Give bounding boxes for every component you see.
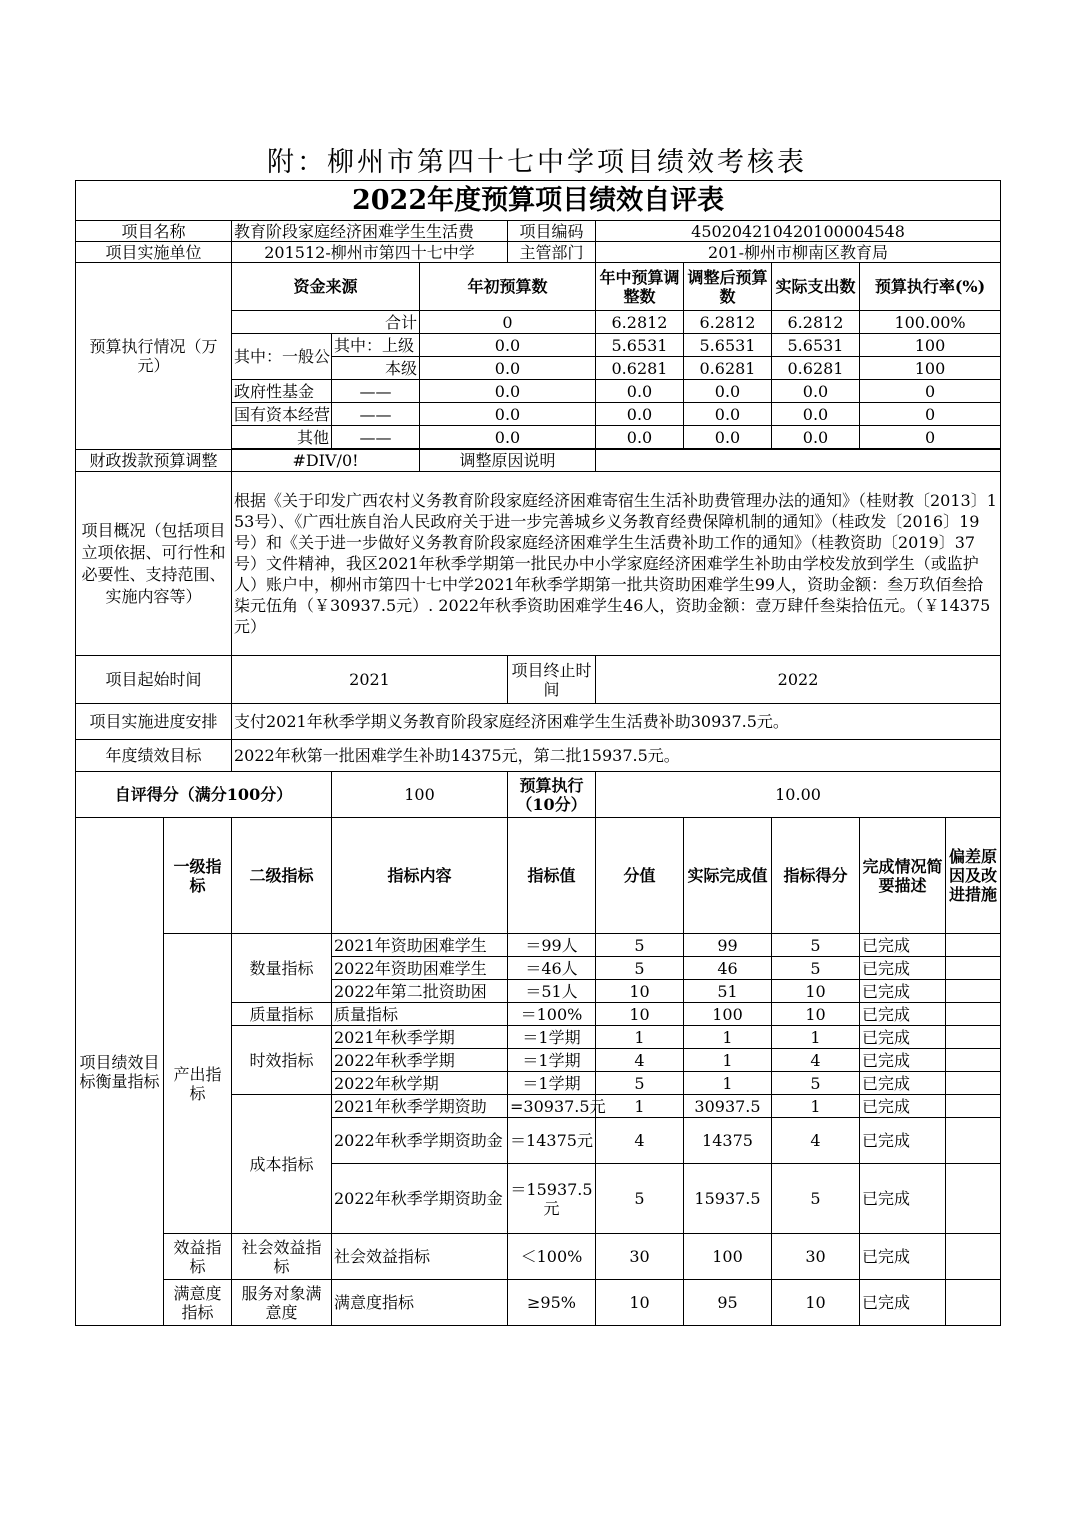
indicator-desc: 已完成	[860, 957, 946, 980]
indicator-weight: 10	[596, 980, 684, 1003]
indicator-content: 2022年秋学期	[332, 1072, 508, 1095]
unit-value: 201512-柳州市第四十七中学	[232, 242, 508, 263]
indicator-score: 1	[772, 1095, 860, 1118]
fund-row-dash: ——	[332, 426, 420, 449]
indicator-deviation	[946, 1003, 1001, 1026]
indicator-score: 30	[772, 1234, 860, 1280]
budget-header-rate: 预算执行率(%)	[860, 263, 1001, 311]
indicator-content: 2022年秋季学期资助金	[332, 1118, 508, 1164]
total-label: 合计	[232, 311, 420, 334]
fund-row-adjusted: 0.0	[684, 380, 772, 403]
indicator-desc: 已完成	[860, 1095, 946, 1118]
budget-label: 预算执行情况（万元）	[76, 263, 232, 450]
indicator-score: 5	[772, 957, 860, 980]
budget-header-adjusted: 调整后预算数	[684, 263, 772, 311]
quality-indicator-label: 质量指标	[232, 1003, 332, 1026]
start-label: 项目起始时间	[76, 656, 232, 704]
fund-row-midyear: 0.0	[596, 380, 684, 403]
header-desc: 完成情况简要描述	[860, 818, 946, 934]
project-code-label: 项目编码	[508, 221, 596, 242]
indicator-actual: 51	[684, 980, 772, 1003]
indicator-weight: 10	[596, 1280, 684, 1326]
total-actual: 6.2812	[772, 311, 860, 334]
adjust-reason-label: 调整原因说明	[420, 450, 596, 472]
indicator-deviation	[946, 1072, 1001, 1095]
indicator-deviation	[946, 1118, 1001, 1164]
indicator-content: 2022年秋季学期	[332, 1049, 508, 1072]
indicator-content: 2022年秋季学期资助金	[332, 1164, 508, 1234]
project-name-value: 教育阶段家庭经济困难学生生活费	[232, 221, 508, 242]
indicator-target: ＝51人	[508, 980, 596, 1003]
total-initial: 0	[420, 311, 596, 334]
fund-row-adjusted: 0.0	[684, 403, 772, 426]
local-actual: 0.6281	[772, 357, 860, 380]
table-title: 2022年度预算项目绩效自评表	[76, 181, 1001, 221]
upper-label: 其中：上级	[332, 334, 420, 357]
indicator-desc: 已完成	[860, 980, 946, 1003]
exec-value: 10.00	[596, 772, 1001, 818]
indicator-deviation	[946, 1049, 1001, 1072]
cost-indicator-label: 成本指标	[232, 1095, 332, 1234]
indicator-actual: 1	[684, 1072, 772, 1095]
indicator-weight: 1	[596, 1026, 684, 1049]
indicator-score: 5	[772, 934, 860, 957]
fund-row-rate: 0	[860, 403, 1001, 426]
indicator-score: 4	[772, 1049, 860, 1072]
indicator-deviation	[946, 1164, 1001, 1234]
indicator-desc: 已完成	[860, 934, 946, 957]
overview-label: 项目概况（包括项目立项依据、可行性和必要性、支持范围、实施内容等）	[76, 472, 232, 656]
indicator-desc: 已完成	[860, 1003, 946, 1026]
exec-label: 预算执行（10分）	[508, 772, 596, 818]
total-midyear: 6.2812	[596, 311, 684, 334]
indicator-content: 2022年资助困难学生	[332, 957, 508, 980]
indicator-score: 10	[772, 1280, 860, 1326]
header-weight: 分值	[596, 818, 684, 934]
indicator-content: 满意度指标	[332, 1280, 508, 1326]
adjust-value: #DIV/0!	[232, 450, 420, 472]
header-deviation: 偏差原因及改进措施	[946, 818, 1001, 934]
indicator-content: 2021年秋季学期资助	[332, 1095, 508, 1118]
fund-row-actual: 0.0	[772, 380, 860, 403]
indicator-score: 5	[772, 1164, 860, 1234]
indicator-actual: 1	[684, 1026, 772, 1049]
header-target: 指标值	[508, 818, 596, 934]
indicator-weight: 5	[596, 934, 684, 957]
indicator-target: ＝15937.5元	[508, 1164, 596, 1234]
budget-header-initial: 年初预算数	[420, 263, 596, 311]
local-initial: 0.0	[420, 357, 596, 380]
satisfaction-level2: 服务对象满意度	[232, 1280, 332, 1326]
indicator-actual: 14375	[684, 1118, 772, 1164]
performance-table	[75, 180, 1001, 1326]
indicator-deviation	[946, 1234, 1001, 1280]
fund-row-actual: 0.0	[772, 426, 860, 449]
indicator-score: 4	[772, 1118, 860, 1164]
project-code-value: 450204210420100004548	[596, 221, 1001, 242]
budget-header-source: 资金来源	[232, 263, 420, 311]
indicator-actual: 46	[684, 957, 772, 980]
indicator-score: 1	[772, 1026, 860, 1049]
progress-value: 支付2021年秋季学期义务教育阶段家庭经济困难学生生活费补助30937.5元。	[232, 704, 1001, 740]
goal-label: 年度绩效目标	[76, 740, 232, 772]
indicator-target: ＜100%	[508, 1234, 596, 1280]
indicator-deviation	[946, 934, 1001, 957]
fund-row-actual: 0.0	[772, 403, 860, 426]
local-adjusted: 0.6281	[684, 357, 772, 380]
indicator-actual: 99	[684, 934, 772, 957]
score-value: 100	[332, 772, 508, 818]
indicator-target: ＝1学期	[508, 1072, 596, 1095]
fund-row-adjusted: 0.0	[684, 426, 772, 449]
goal-value: 2022年秋第一批困难学生补助14375元，第二批15937.5元。	[232, 740, 1001, 772]
indicator-target: =30937.5元	[508, 1095, 596, 1118]
benefit-indicator-label: 效益指标	[164, 1234, 232, 1280]
indicator-desc: 已完成	[860, 1118, 946, 1164]
indicator-actual: 95	[684, 1280, 772, 1326]
indicator-desc: 已完成	[860, 1072, 946, 1095]
adjust-reason-value	[596, 450, 1001, 472]
indicator-desc: 已完成	[860, 1234, 946, 1280]
indicator-actual: 1	[684, 1049, 772, 1072]
indicator-deviation	[946, 980, 1001, 1003]
adjust-label: 财政拨款预算调整	[76, 450, 232, 472]
budget-header-actual: 实际支出数	[772, 263, 860, 311]
indicator-weight: 4	[596, 1118, 684, 1164]
local-midyear: 0.6281	[596, 357, 684, 380]
fund-row-midyear: 0.0	[596, 403, 684, 426]
fund-row-dash: ——	[332, 380, 420, 403]
indicator-score: 10	[772, 980, 860, 1003]
fund-row-initial: 0.0	[420, 426, 596, 449]
indicator-desc: 已完成	[860, 1164, 946, 1234]
indicator-actual: 100	[684, 1003, 772, 1026]
upper-actual: 5.6531	[772, 334, 860, 357]
budget-header-midyear: 年中预算调整数	[596, 263, 684, 311]
indicator-weight: 10	[596, 1003, 684, 1026]
local-label: 本级	[332, 357, 420, 380]
indicator-desc: 已完成	[860, 1280, 946, 1326]
fund-row-label: 国有资本经营	[232, 403, 332, 426]
header-content: 指标内容	[332, 818, 508, 934]
general-fund-label: 其中：一般公	[232, 334, 332, 380]
indicator-weight: 5	[596, 1164, 684, 1234]
indicator-desc: 已完成	[860, 1049, 946, 1072]
indicator-target: ＝1学期	[508, 1026, 596, 1049]
fund-row-initial: 0.0	[420, 403, 596, 426]
progress-label: 项目实施进度安排	[76, 704, 232, 740]
indicator-content: 2022年第二批资助困	[332, 980, 508, 1003]
indicator-target: ＝14375元	[508, 1118, 596, 1164]
total-adjusted: 6.2812	[684, 311, 772, 334]
upper-midyear: 5.6531	[596, 334, 684, 357]
satisfaction-indicator-label: 满意度指标	[164, 1280, 232, 1326]
fund-row-label: 其他	[232, 426, 332, 449]
indicator-score: 5	[772, 1072, 860, 1095]
indicator-target: ＝46人	[508, 957, 596, 980]
upper-rate: 100	[860, 334, 1001, 357]
indicator-weight: 5	[596, 957, 684, 980]
header-score: 指标得分	[772, 818, 860, 934]
indicator-actual: 100	[684, 1234, 772, 1280]
end-label: 项目终止时间	[508, 656, 596, 704]
upper-adjusted: 5.6531	[684, 334, 772, 357]
total-rate: 100.00%	[860, 311, 1001, 334]
dept-value: 201-柳州市柳南区教育局	[596, 242, 1001, 263]
indicator-deviation	[946, 1280, 1001, 1326]
score-label: 自评得分（满分100分）	[76, 772, 332, 818]
indicator-desc: 已完成	[860, 1026, 946, 1049]
local-rate: 100	[860, 357, 1001, 380]
indicator-target: ＝100%	[508, 1003, 596, 1026]
fund-row-rate: 0	[860, 380, 1001, 403]
fund-row-midyear: 0.0	[596, 426, 684, 449]
indicator-section-label: 项目绩效目标衡量指标	[76, 818, 164, 1326]
indicator-content: 2021年资助困难学生	[332, 934, 508, 957]
indicator-deviation	[946, 1026, 1001, 1049]
overview-text: 根据《关于印发广西农村义务教育阶段家庭经济困难寄宿生生活补助费管理办法的通知》（桂财教〔2013〕153号）、《广西壮族自治人民政府关于进一步完善城乡义务教育经费保障机制的通知》（桂政发〔2016〕19号）和《关于进一步做好义务教育阶段家庭经济困难学生生活费补助工作的通知》（桂教资助〔2019〕37号）文件精神，我区2021年秋季学期第一批民办中小学家庭经济困难学生补助由学校发放到学生（或监护人）账户中，柳州市第四十七中学2021年秋季学期第一批共资助困难学生99人，资助金额：叁万玖佰叁拾柒元伍角（￥30937.5元）. 2022年秋季资助困难学生46人，资助金额：壹万肆仟叁柒拾伍元。（￥14375元）	[232, 472, 1001, 656]
page-heading: 附：柳州市第四十七中学项目绩效考核表	[267, 147, 807, 178]
header-level1: 一级指标	[164, 818, 232, 934]
header-actual: 实际完成值	[684, 818, 772, 934]
output-indicator-label: 产出指标	[164, 934, 232, 1234]
header-level2: 二级指标	[232, 818, 332, 934]
unit-label: 项目实施单位	[76, 242, 232, 263]
fund-row-rate: 0	[860, 426, 1001, 449]
indicator-deviation	[946, 957, 1001, 980]
indicator-actual: 15937.5	[684, 1164, 772, 1234]
end-value: 2022	[596, 656, 1001, 704]
indicator-target: ＝1学期	[508, 1049, 596, 1072]
indicator-content: 社会效益指标	[332, 1234, 508, 1280]
dept-label: 主管部门	[508, 242, 596, 263]
quantity-indicator-label: 数量指标	[232, 934, 332, 1003]
upper-initial: 0.0	[420, 334, 596, 357]
time-indicator-label: 时效指标	[232, 1026, 332, 1095]
indicator-weight: 1	[596, 1095, 684, 1118]
fund-row-label: 政府性基金	[232, 380, 332, 403]
start-value: 2021	[232, 656, 508, 704]
indicator-target: ＝99人	[508, 934, 596, 957]
benefit-level2: 社会效益指标	[232, 1234, 332, 1280]
fund-row-dash: ——	[332, 403, 420, 426]
indicator-content: 2021年秋季学期	[332, 1026, 508, 1049]
indicator-weight: 30	[596, 1234, 684, 1280]
indicator-content: 质量指标	[332, 1003, 508, 1026]
indicator-deviation	[946, 1095, 1001, 1118]
project-name-label: 项目名称	[76, 221, 232, 242]
indicator-actual: 30937.5	[684, 1095, 772, 1118]
fund-row-initial: 0.0	[420, 380, 596, 403]
indicator-score: 10	[772, 1003, 860, 1026]
indicator-target: ≥95%	[508, 1280, 596, 1326]
indicator-weight: 5	[596, 1072, 684, 1095]
indicator-weight: 4	[596, 1049, 684, 1072]
